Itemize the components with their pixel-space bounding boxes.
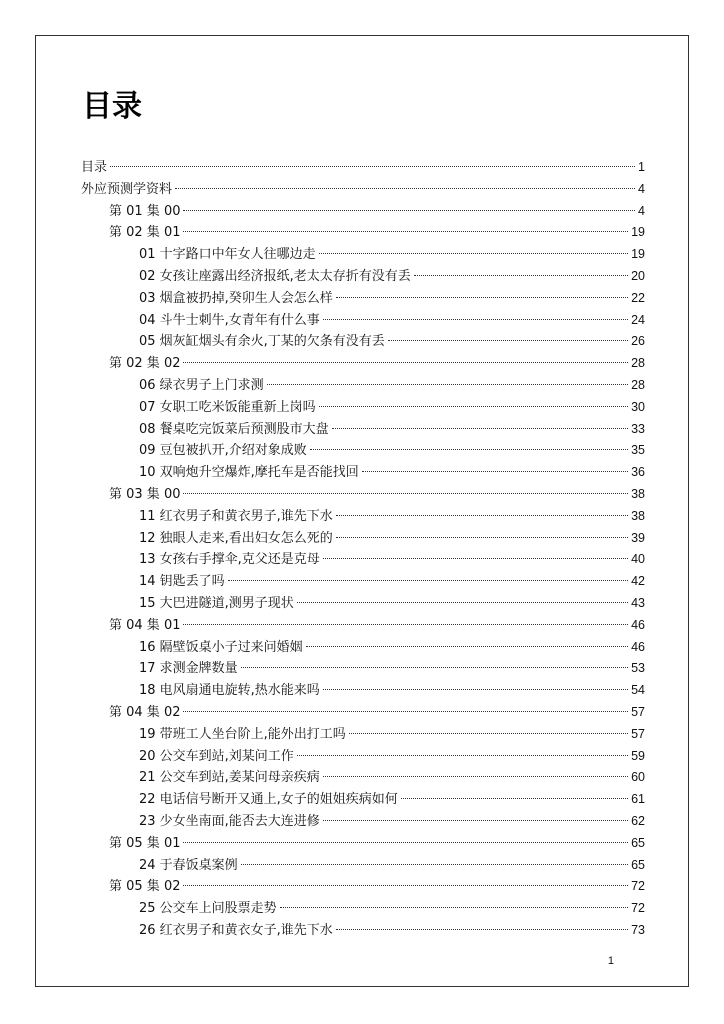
toc-entry-page-number: 54 <box>631 683 645 698</box>
toc-dot-leader <box>183 231 628 232</box>
toc-entry-page-number: 26 <box>631 334 645 349</box>
toc-entry-page-number: 57 <box>631 704 645 719</box>
toc-entry-title: 第 04 集 01 <box>109 617 181 633</box>
toc-dot-leader <box>414 275 628 276</box>
toc-entry-title: 目录 <box>81 160 108 175</box>
toc-entry-title: 23 少女坐南面,能否去大连进修 <box>139 813 320 829</box>
toc-entry-title: 20 公交车到站,刘某问工作 <box>139 748 294 764</box>
toc-entry-title: 第 02 集 02 <box>109 356 181 372</box>
toc-dot-leader <box>319 406 628 407</box>
toc-entry-page-number: 43 <box>631 595 645 610</box>
toc-entry[interactable] <box>81 724 645 746</box>
toc-dot-leader <box>336 537 628 538</box>
table-of-contents <box>81 157 645 942</box>
toc-entry-title: 01 十字路口中年女人往哪边走 <box>139 247 316 263</box>
toc-dot-leader <box>183 493 628 494</box>
toc-entry-title: 24 于春饭桌案例 <box>139 857 238 873</box>
toc-entry[interactable] <box>81 157 645 179</box>
toc-entry-title: 26 红衣男子和黄衣女子,谁先下水 <box>139 922 333 938</box>
toc-entry[interactable] <box>81 549 645 571</box>
toc-entry[interactable] <box>81 920 645 942</box>
toc-entry[interactable] <box>81 419 645 441</box>
toc-entry-title: 04 斗牛士刺牛,女青年有什么事 <box>139 312 320 328</box>
toc-entry[interactable] <box>81 331 645 353</box>
toc-dot-leader <box>323 319 628 320</box>
toc-entry-page-number: 28 <box>631 377 645 392</box>
toc-dot-leader <box>241 667 628 668</box>
toc-entry[interactable] <box>81 397 645 419</box>
toc-entry[interactable] <box>81 201 645 223</box>
toc-entry-page-number: 35 <box>631 443 645 458</box>
toc-entry[interactable] <box>81 680 645 702</box>
toc-entry[interactable] <box>81 484 645 506</box>
toc-dot-leader <box>306 646 628 647</box>
toc-dot-leader <box>110 166 635 167</box>
toc-entry-page-number: 22 <box>631 290 645 305</box>
toc-dot-leader <box>267 384 628 385</box>
toc-entry-title: 17 求测金牌数量 <box>139 661 238 677</box>
toc-entry-title: 02 女孩让座露出经济报纸,老太太存折有没有丢 <box>139 268 411 284</box>
toc-entry-page-number: 57 <box>631 726 645 741</box>
toc-dot-leader <box>336 929 628 930</box>
page-frame <box>35 35 689 987</box>
toc-dot-leader <box>241 864 628 865</box>
toc-entry[interactable] <box>81 833 645 855</box>
toc-dot-leader <box>183 711 628 712</box>
toc-entry-title: 05 烟灰缸烟头有余火,丁某的欠条有没有丢 <box>139 334 385 350</box>
toc-entry-title: 19 带班工人坐台阶上,能外出打工吗 <box>139 726 346 742</box>
toc-entry[interactable] <box>81 615 645 637</box>
toc-entry-title: 08 餐桌吃完饭菜后预测股市大盘 <box>139 421 329 437</box>
toc-entry-title: 第 03 集 00 <box>109 486 181 502</box>
toc-entry-title: 外应预测学资料 <box>81 181 173 197</box>
toc-dot-leader <box>183 210 635 211</box>
toc-dot-leader <box>332 428 628 429</box>
toc-entry-page-number: 61 <box>631 792 645 807</box>
toc-entry-page-number: 60 <box>631 770 645 785</box>
toc-dot-leader <box>183 362 628 363</box>
toc-entry-title: 15 大巴进隧道,测男子现状 <box>139 595 294 611</box>
toc-entry-page-number: 33 <box>631 421 645 436</box>
toc-dot-leader <box>388 340 628 341</box>
toc-dot-leader <box>323 776 628 777</box>
toc-entry-page-number: 19 <box>631 247 645 262</box>
toc-dot-leader <box>297 755 628 756</box>
toc-entry-title: 07 女职工吃米饭能重新上岗吗 <box>139 399 316 415</box>
toc-entry-page-number: 62 <box>631 813 645 828</box>
toc-entry[interactable] <box>81 789 645 811</box>
toc-entry[interactable] <box>81 702 645 724</box>
toc-entry-title: 第 02 集 01 <box>109 225 181 241</box>
toc-dot-leader <box>319 253 628 254</box>
toc-entry[interactable] <box>81 462 645 484</box>
toc-dot-leader <box>336 297 628 298</box>
toc-entry-page-number: 38 <box>631 486 645 501</box>
toc-entry-title: 18 电风扇通电旋转,热水能来吗 <box>139 683 320 699</box>
toc-entry[interactable] <box>81 593 645 615</box>
toc-entry[interactable] <box>81 506 645 528</box>
toc-entry[interactable] <box>81 353 645 375</box>
toc-entry-title: 12 独眼人走来,看出妇女怎么死的 <box>139 530 333 546</box>
toc-entry[interactable] <box>81 876 645 898</box>
toc-dot-leader <box>280 907 628 908</box>
toc-dot-leader <box>183 624 628 625</box>
toc-entry[interactable] <box>81 658 645 680</box>
toc-entry-page-number: 73 <box>631 922 645 937</box>
toc-entry-page-number: 42 <box>631 574 645 589</box>
toc-dot-leader <box>362 471 628 472</box>
toc-dot-leader <box>336 515 628 516</box>
toc-entry-title: 11 红衣男子和黄衣男子,谁先下水 <box>139 508 333 524</box>
toc-entry-page-number: 46 <box>631 617 645 632</box>
toc-entry[interactable] <box>81 310 645 332</box>
page-title: 目录 <box>82 89 142 124</box>
toc-entry[interactable] <box>81 637 645 659</box>
toc-entry-page-number: 65 <box>631 835 645 850</box>
toc-dot-leader <box>349 733 628 734</box>
toc-entry[interactable] <box>81 266 645 288</box>
toc-entry-page-number: 46 <box>631 639 645 654</box>
toc-entry-title: 第 04 集 02 <box>109 704 181 720</box>
toc-dot-leader <box>183 842 628 843</box>
toc-entry-title: 09 豆包被扒开,介绍对象成败 <box>139 443 307 459</box>
toc-entry-title: 13 女孩右手撑伞,克父还是克母 <box>139 552 320 568</box>
toc-entry-page-number: 28 <box>631 356 645 371</box>
toc-entry-page-number: 4 <box>638 181 645 196</box>
toc-entry[interactable] <box>81 528 645 550</box>
toc-entry[interactable] <box>81 767 645 789</box>
toc-entry[interactable] <box>81 440 645 462</box>
toc-entry-page-number: 65 <box>631 857 645 872</box>
toc-entry-title: 第 05 集 02 <box>109 879 181 895</box>
toc-entry[interactable] <box>81 811 645 833</box>
toc-dot-leader <box>228 580 628 581</box>
toc-entry-title: 10 双响炮升空爆炸,摩托车是否能找回 <box>139 465 359 481</box>
toc-entry-page-number: 72 <box>631 901 645 916</box>
toc-entry[interactable] <box>81 244 645 266</box>
toc-entry-title: 03 烟盒被扔掉,癸卯生人会怎么样 <box>139 290 333 306</box>
toc-entry[interactable] <box>81 898 645 920</box>
toc-entry-page-number: 72 <box>631 879 645 894</box>
toc-entry[interactable] <box>81 375 645 397</box>
toc-entry[interactable] <box>81 179 645 201</box>
toc-entry-page-number: 30 <box>631 399 645 414</box>
toc-dot-leader <box>323 689 628 690</box>
toc-dot-leader <box>183 885 628 886</box>
toc-entry-title: 06 绿衣男子上门求测 <box>139 377 264 393</box>
toc-entry-page-number: 24 <box>631 312 645 327</box>
toc-dot-leader <box>175 188 635 189</box>
toc-entry-page-number: 36 <box>631 465 645 480</box>
toc-entry-page-number: 20 <box>631 268 645 283</box>
toc-entry-page-number: 38 <box>631 508 645 523</box>
toc-entry-title: 14 钥匙丢了吗 <box>139 574 225 590</box>
toc-entry[interactable] <box>81 571 645 593</box>
toc-entry-title: 21 公交车到站,姜某问母亲疾病 <box>139 770 320 786</box>
toc-entry-page-number: 59 <box>631 748 645 763</box>
toc-entry[interactable] <box>81 855 645 877</box>
toc-entry-page-number: 40 <box>631 552 645 567</box>
toc-entry-title: 25 公交车上问股票走势 <box>139 901 277 917</box>
toc-entry-page-number: 4 <box>638 203 645 218</box>
toc-entry-page-number: 53 <box>631 661 645 676</box>
toc-dot-leader <box>401 798 628 799</box>
toc-dot-leader <box>297 602 628 603</box>
toc-entry[interactable] <box>81 222 645 244</box>
page-number: 1 <box>607 955 614 967</box>
toc-entry-title: 16 隔壁饭桌小子过来问婚姻 <box>139 639 303 655</box>
toc-entry-title: 22 电话信号断开又通上,女子的姐姐疾病如何 <box>139 792 398 808</box>
toc-dot-leader <box>310 449 628 450</box>
toc-entry[interactable] <box>81 288 645 310</box>
toc-entry-page-number: 19 <box>631 225 645 240</box>
toc-dot-leader <box>323 558 628 559</box>
toc-entry-page-number: 1 <box>638 160 645 174</box>
toc-entry-page-number: 39 <box>631 530 645 545</box>
toc-entry-title: 第 01 集 00 <box>109 203 181 219</box>
toc-entry-title: 第 05 集 01 <box>109 835 181 851</box>
toc-dot-leader <box>323 820 628 821</box>
toc-entry[interactable] <box>81 746 645 768</box>
